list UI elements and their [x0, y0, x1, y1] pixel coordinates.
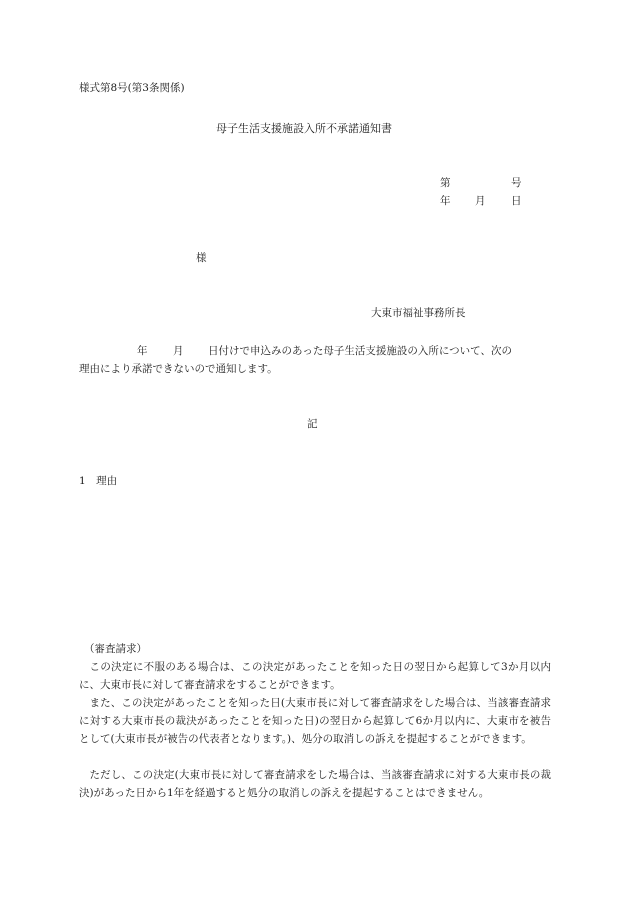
review-paragraph-2: また、この決定があったことを知った日(大東市長に対して審査請求をした場合は、当該審査請求に対する大東市長の裁決があったことを知った日)の翌日から起算して6か月以内に、大東市を被告として(大東市長が被告の代表者となります。)、処分の取消しの訴えを提起することができます。	[79, 697, 551, 745]
document-number-prefix: 第	[440, 177, 451, 189]
body-year-label: 年	[137, 345, 148, 357]
form-number: 様式第8号(第3条関係)	[79, 82, 185, 94]
document-number-suffix: 号	[511, 177, 522, 189]
reason-heading: 1 理由	[79, 475, 118, 487]
review-paragraph-3: ただし、この決定(大東市長に対して審査請求をした場合は、当該審査請求に対する大東市長の裁決)があった日から1年を経過すると処分の取消しの訴えを提起することはできません。	[79, 769, 551, 799]
review-heading: （審査請求）	[84, 643, 147, 655]
document-title: 母子生活支援施設入所不承諾通知書	[216, 122, 392, 135]
ki-heading: 記	[307, 418, 318, 430]
issuer-name: 大東市福祉事務所長	[371, 307, 466, 319]
addressee-suffix: 様	[196, 252, 207, 264]
date-day-label: 日	[511, 195, 522, 207]
date-year-label: 年	[440, 195, 451, 207]
body-month-label: 月	[173, 345, 184, 357]
body-text-line2: 理由により承諾できないので通知します。	[79, 363, 278, 375]
review-paragraph-1: この決定に不服のある場合は、この決定があったことを知った日の翌日から起算して3か月以内に、大東市長に対して審査請求をすることができます。	[79, 661, 551, 691]
body-text-line1: 日付けで申込みのあった母子生活支援施設の入所について、次の	[208, 345, 512, 357]
date-month-label: 月	[475, 195, 486, 207]
